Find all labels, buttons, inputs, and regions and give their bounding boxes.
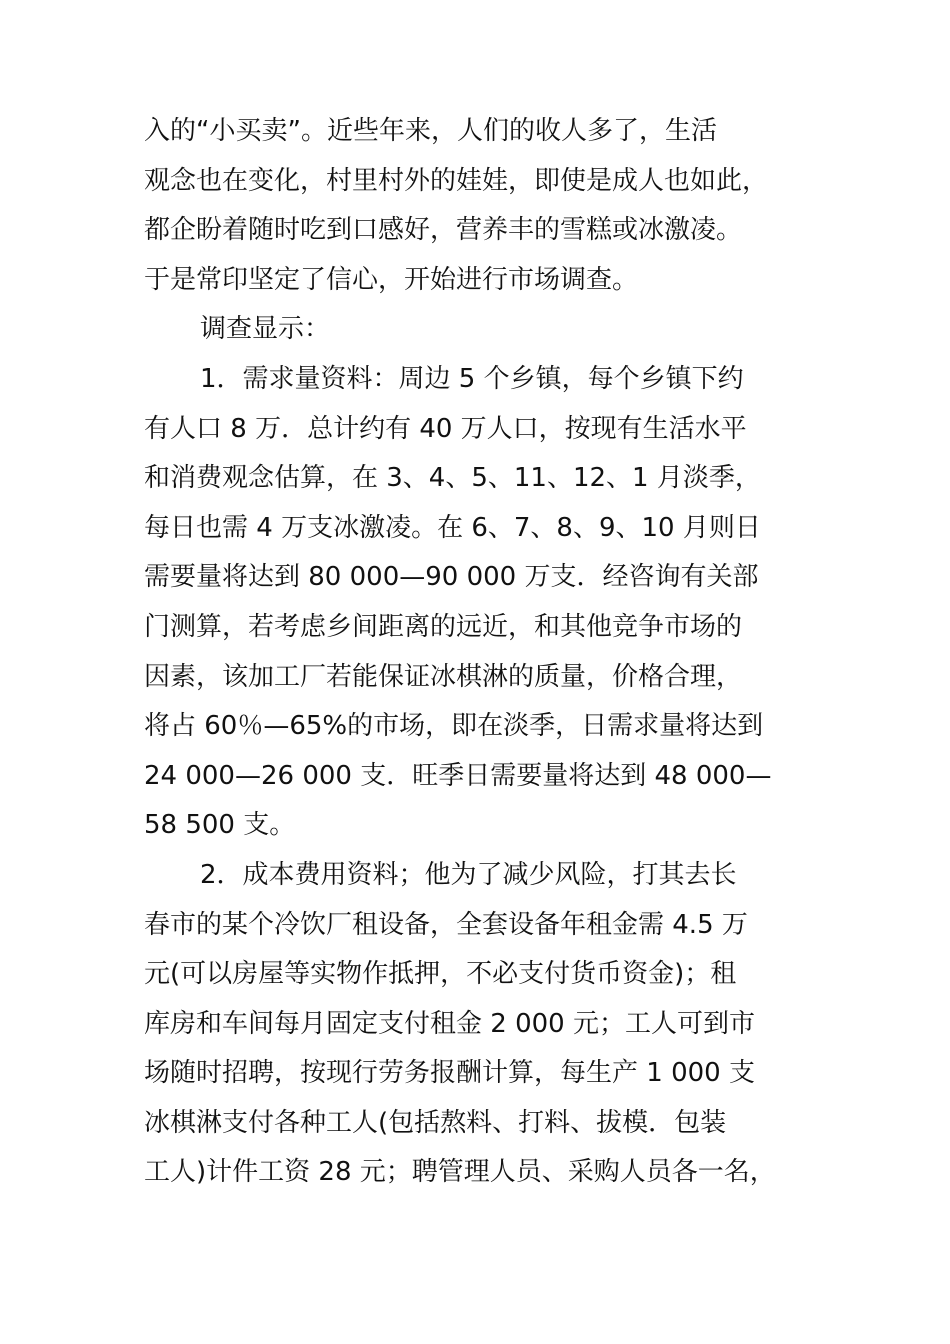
text-line: 于是常印坚定了信心，开始进行市场调查。 [144,264,639,295]
text-line: 因素，该加工厂若能保证冰棋淋的质量，价格合理， [144,661,743,692]
text-line: 工人)计件工资 28 元；聘管理人员、采购人员各一名， [144,1157,776,1188]
survey-heading: 调查显示： [200,314,331,345]
item-1-first-line: 1．需求量资料：周边 5 个乡镇，每个乡镇下约 [200,363,744,394]
text-line: 每日也需 4 万支冰激凌。在 6、7、8、9、10 月则日 [144,512,761,543]
text-line: 和消费观念估算，在 3、4、5、11、12、1 月淡季， [144,463,761,494]
text-line: 场随时招聘，按现行劳务报酬计算，每生产 1 000 支 [144,1058,755,1089]
text-line: 库房和车间每月固定支付租金 2 000 元；工人可到市 [144,1008,755,1039]
text-line: 需要量将达到 80 000—90 000 万支．经咨询有关部 [144,562,759,593]
text-line: 都企盼着随时吃到口感好，营养丰的雪糕或冰激凌。 [144,215,743,246]
text-line: 门测算，若考虑乡间距离的远近，和其他竞争市场的 [144,611,743,642]
text-line: 冰棋淋支付各种工人(包括熬料、打料、拔模．包装 [144,1107,727,1138]
text-line: 观念也在变化，村里村外的娃娃，即使是成人也如此， [144,165,769,196]
text-line: 将占 60％—65%的市场，即在淡季，日需求量将达到 [144,711,764,742]
item-2-first-line: 2．成本费用资料；他为了减少风险，打其去长 [200,859,737,890]
text-line: 入的“小买卖”。近些年来，人们的收人多了，生活 [144,116,717,146]
text-line: 24 000—26 000 支．旺季日需要量将达到 48 000— [144,760,772,791]
text-line: 元(可以房屋等实物作抵押，不必支付货币资金)；租 [144,959,737,990]
text-line: 春市的某个冷饮厂租设备，全套设备年租金需 4.5 万 [144,909,748,940]
text-line: 58 500 支。 [144,810,296,841]
text-line: 有人口 8 万．总计约有 40 万人口，按现有生活水平 [144,413,747,444]
document-body [144,107,824,1198]
